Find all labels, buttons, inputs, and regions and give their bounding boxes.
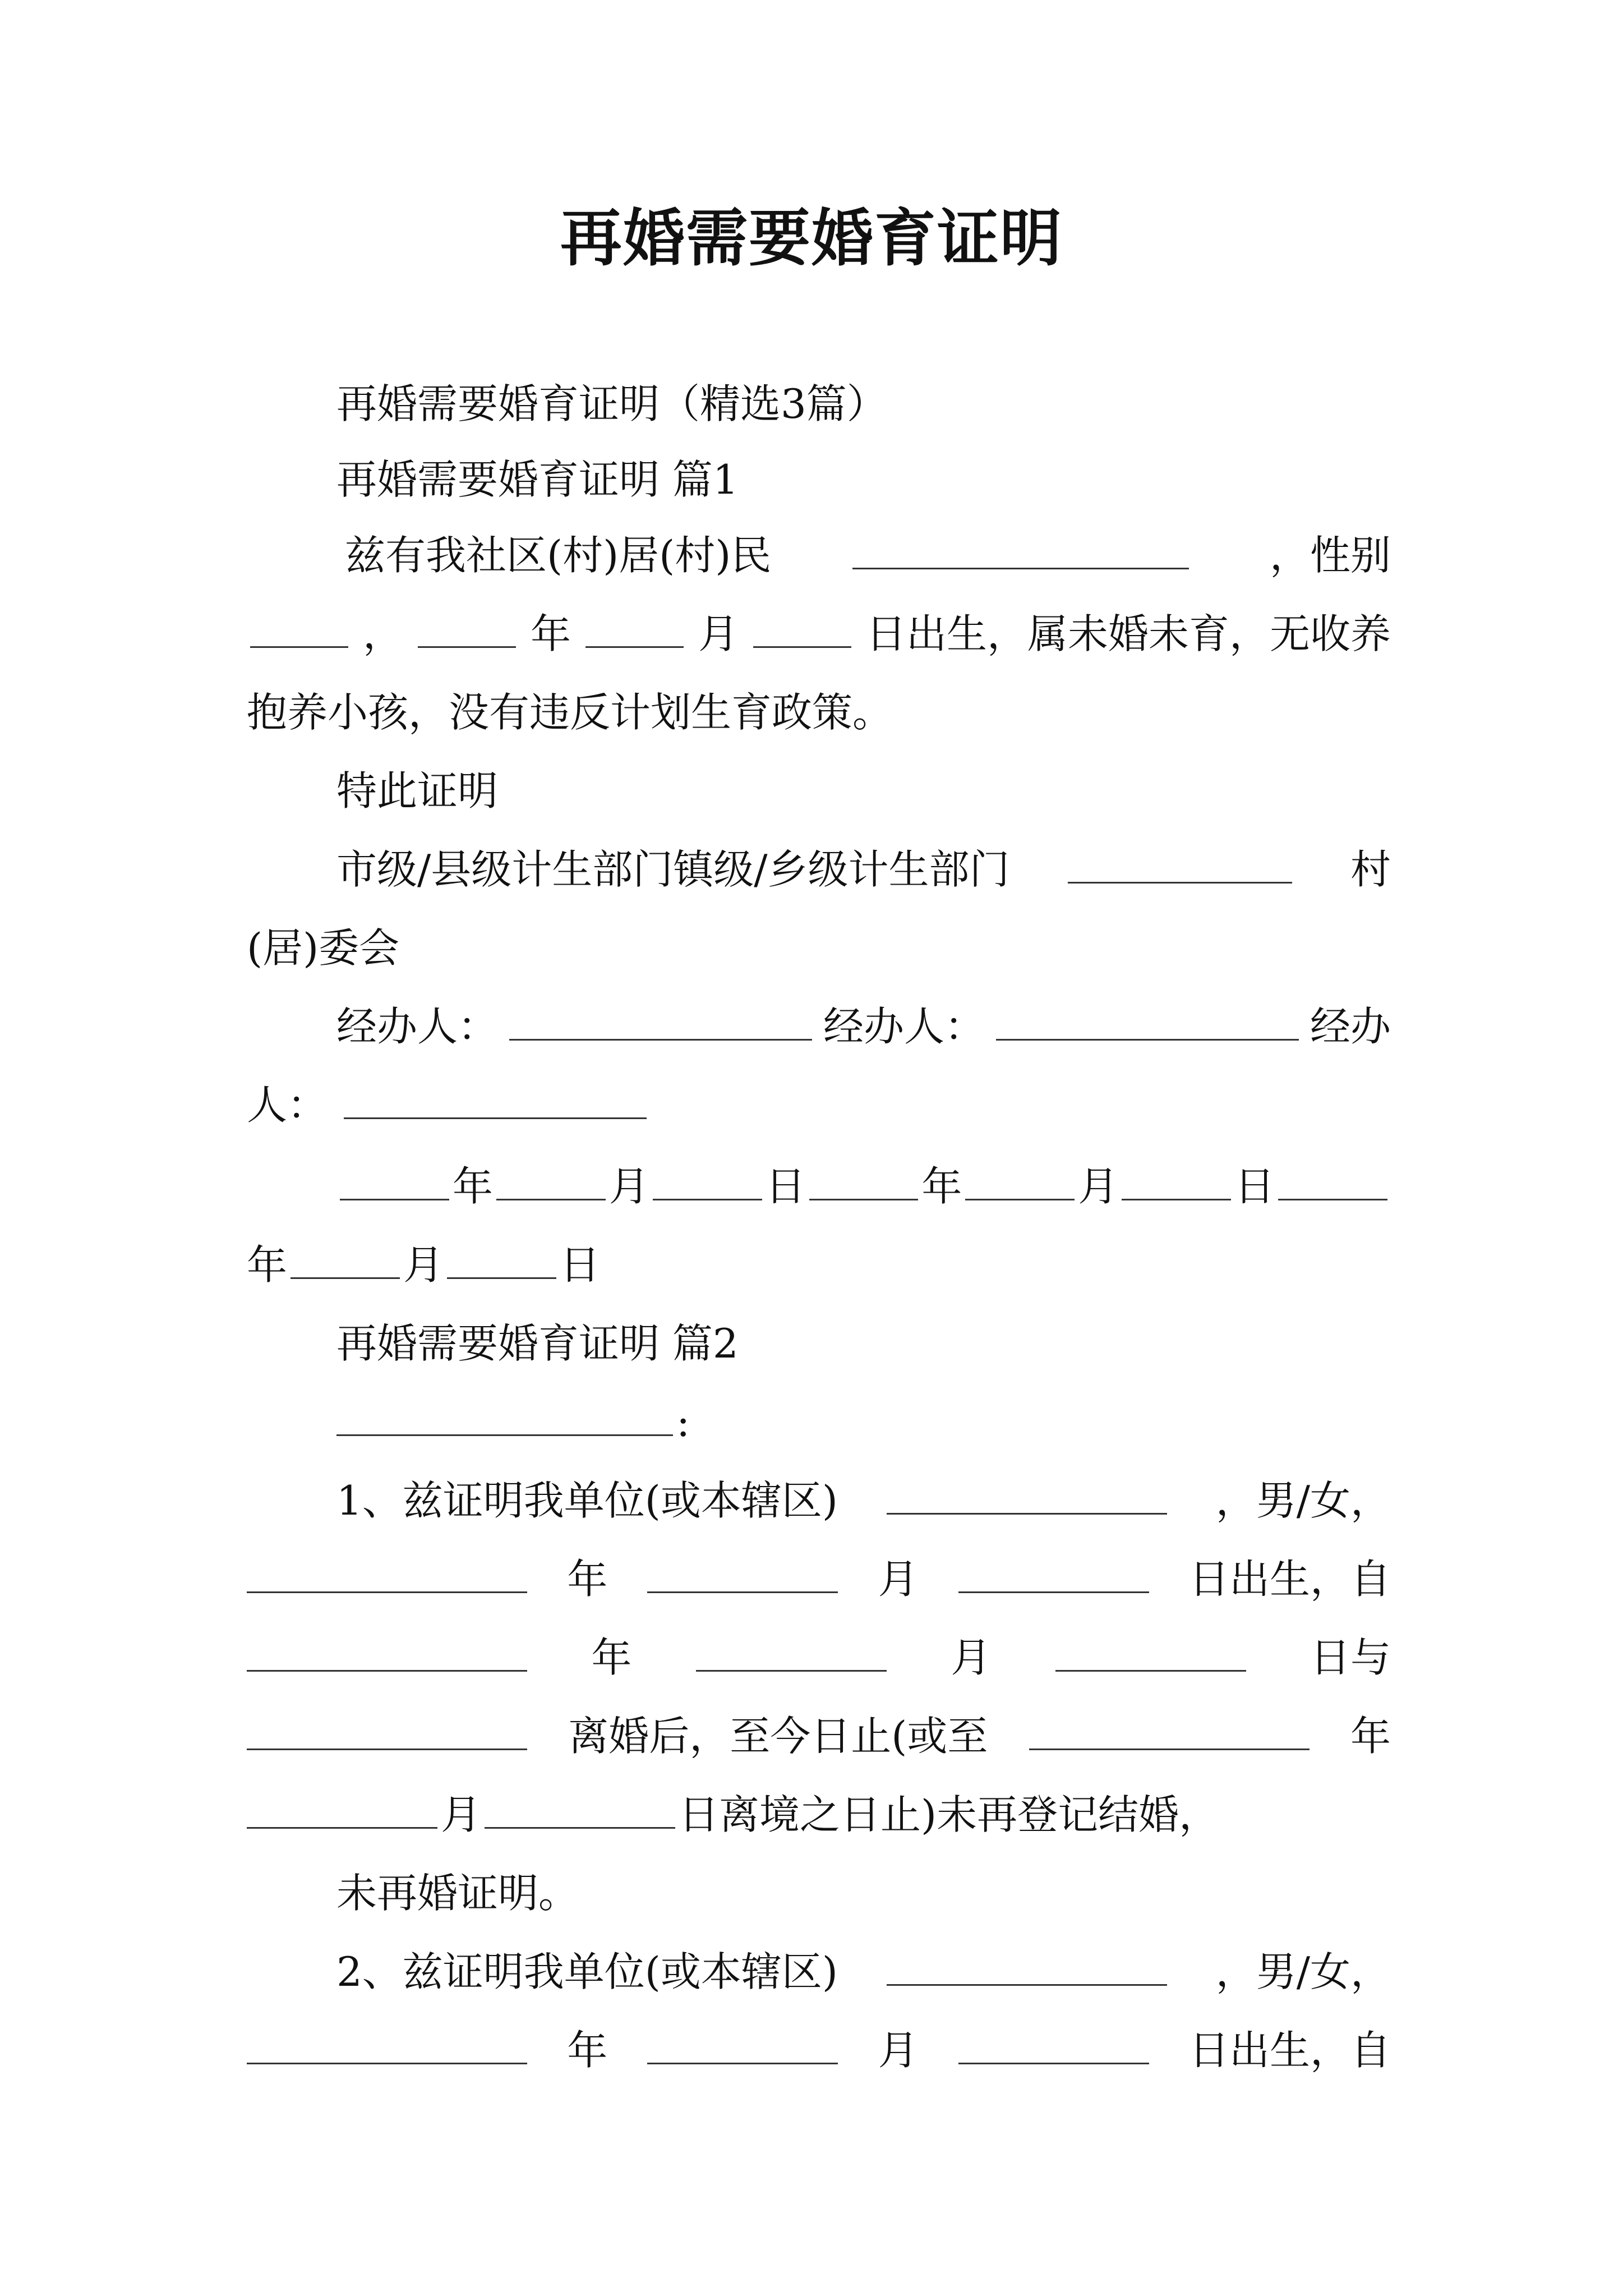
item2-birth-month-blank[interactable] [647, 2029, 838, 2064]
dates-line [336, 1156, 1391, 1217]
date3-month-blank[interactable] [291, 1244, 400, 1279]
date2-year-label: 年 [921, 1163, 962, 1210]
gender-label: ，性别 [1269, 532, 1391, 579]
dept-line [336, 839, 1391, 900]
item1-since-year-blank[interactable] [247, 1636, 527, 1672]
item1-until-year-blank[interactable] [1029, 1715, 1310, 1750]
committee-text: (居)委会 [247, 924, 400, 972]
item1-line4 [247, 1705, 1391, 1767]
handler-blank-3[interactable] [344, 1084, 647, 1119]
item1-leave-text: 日离境之日止)未再登记结婚， [679, 1791, 1220, 1838]
month-label: 月 [698, 610, 739, 657]
handler-blank-2[interactable] [996, 1005, 1299, 1041]
item1-until-month-blank[interactable] [247, 1793, 437, 1829]
item1-birth-year-blank[interactable] [247, 1558, 527, 1593]
birth-day-blank[interactable] [753, 613, 851, 648]
date2-month-label: 月 [1078, 1163, 1119, 1210]
certify-text: 特此证明 [336, 767, 499, 815]
item2-year-label: 年 [567, 2027, 608, 2074]
item2-line1 [336, 1941, 1391, 2003]
date2-year-blank[interactable] [809, 1165, 919, 1200]
item1-since-month-label: 月 [951, 1634, 992, 1681]
item1-divorce-text: 离婚后，至今日止(或至 [568, 1713, 988, 1760]
birth-status-text: 日出生，属未婚未育，无收养 [865, 610, 1391, 657]
handler-line [336, 996, 1391, 1057]
item2-label: 2、兹证明我单位(或本辖区) [336, 1948, 838, 1995]
resident-label: 兹有我社区(村)居(村)民 [345, 532, 772, 579]
item1-until-month-label: 月 [441, 1791, 482, 1838]
addressee-line [336, 1391, 1391, 1453]
item1-month-label: 月 [878, 1556, 919, 1603]
gender-blank[interactable] [250, 613, 348, 648]
item2-name-blank[interactable] [887, 1950, 1167, 1986]
section1-heading: 再婚需要婚育证明 篇1 [336, 456, 739, 503]
birth-month-blank[interactable] [585, 613, 684, 648]
date2-day-blank[interactable] [1122, 1165, 1231, 1200]
item2-line2 [247, 2019, 1391, 2081]
not-remarried-text: 未再婚证明。 [336, 1870, 579, 1917]
item1-since-day-blank[interactable] [1055, 1636, 1246, 1672]
item1-until-year-label: 年 [1350, 1713, 1391, 1760]
item1-gender-label: ，男/女， [1215, 1477, 1391, 1524]
item1-since-month-blank[interactable] [696, 1636, 887, 1672]
village-blank[interactable] [1068, 848, 1292, 884]
item2-birth-year-blank[interactable] [247, 2029, 527, 2064]
comma-text: ， [362, 610, 403, 657]
date1-year-label: 年 [452, 1163, 493, 1210]
item1-year-label: 年 [567, 1556, 608, 1603]
year-label: 年 [530, 610, 571, 657]
section1-paragraph-line3: 抱养小孩，没有违反计划生育政策。 [247, 689, 893, 736]
item1-birth-tail: 日出生，自 [1188, 1556, 1391, 1603]
item2-gender-label: ，男/女， [1215, 1948, 1391, 1995]
date3-day-blank[interactable] [447, 1244, 556, 1279]
item2-month-label: 月 [878, 2027, 919, 2074]
addressee-blank[interactable] [336, 1401, 673, 1436]
item1-since-year-label: 年 [591, 1634, 632, 1681]
date3-year-blank[interactable] [1278, 1165, 1387, 1200]
handler-label-2: 经办人： [823, 1003, 985, 1050]
item2-birth-day-blank[interactable] [958, 2029, 1149, 2064]
date1-day-blank[interactable] [653, 1165, 762, 1200]
item2-birth-tail: 日出生，自 [1188, 2027, 1391, 2074]
date3-year-label: 年 [247, 1241, 288, 1289]
section1-paragraph-line1 [345, 524, 1391, 586]
dates-line-cont [247, 1234, 1391, 1296]
date2-day-label: 日 [1234, 1163, 1275, 1210]
item1-day-and: 日与 [1310, 1634, 1391, 1681]
date2-month-blank[interactable] [965, 1165, 1075, 1200]
page-title: 再婚需要婚育证明 [560, 202, 1063, 274]
handler-label-1: 经办人： [336, 1003, 499, 1050]
resident-name-blank[interactable] [852, 534, 1189, 569]
item1-line2 [247, 1548, 1391, 1610]
date1-day-label: 日 [765, 1163, 806, 1210]
date1-month-blank[interactable] [496, 1165, 606, 1200]
item1-line5 [247, 1784, 1391, 1846]
handler-label-3-end: 人： [247, 1082, 328, 1129]
item1-birth-day-blank[interactable] [958, 1558, 1149, 1593]
handler-label-3-start: 经办 [1310, 1003, 1391, 1050]
item1-name-blank[interactable] [887, 1479, 1167, 1515]
date1-month-label: 月 [608, 1163, 649, 1210]
item1-line1 [336, 1470, 1391, 1531]
birth-year-blank[interactable] [418, 613, 516, 648]
date3-day-label: 日 [560, 1241, 601, 1289]
date3-month-label: 月 [403, 1241, 444, 1289]
addressee-colon: : [676, 1398, 690, 1446]
item1-spouse-blank[interactable] [247, 1715, 527, 1750]
intro-line: 再婚需要婚育证明（精选3篇） [336, 380, 887, 427]
section1-paragraph-line2 [247, 603, 1391, 665]
handler-line-cont [247, 1074, 1391, 1136]
date1-year-blank[interactable] [340, 1165, 449, 1200]
item1-birth-month-blank[interactable] [647, 1558, 838, 1593]
item1-label: 1、兹证明我单位(或本辖区) [336, 1477, 838, 1524]
section2-heading: 再婚需要婚育证明 篇2 [336, 1320, 739, 1367]
village-label: 村 [1350, 846, 1391, 893]
handler-blank-1[interactable] [509, 1005, 812, 1041]
item1-until-day-blank[interactable] [485, 1793, 675, 1829]
item1-line3 [247, 1627, 1391, 1688]
dept-label: 市级/县级计生部门镇级/乡级计生部门 [336, 846, 1010, 893]
